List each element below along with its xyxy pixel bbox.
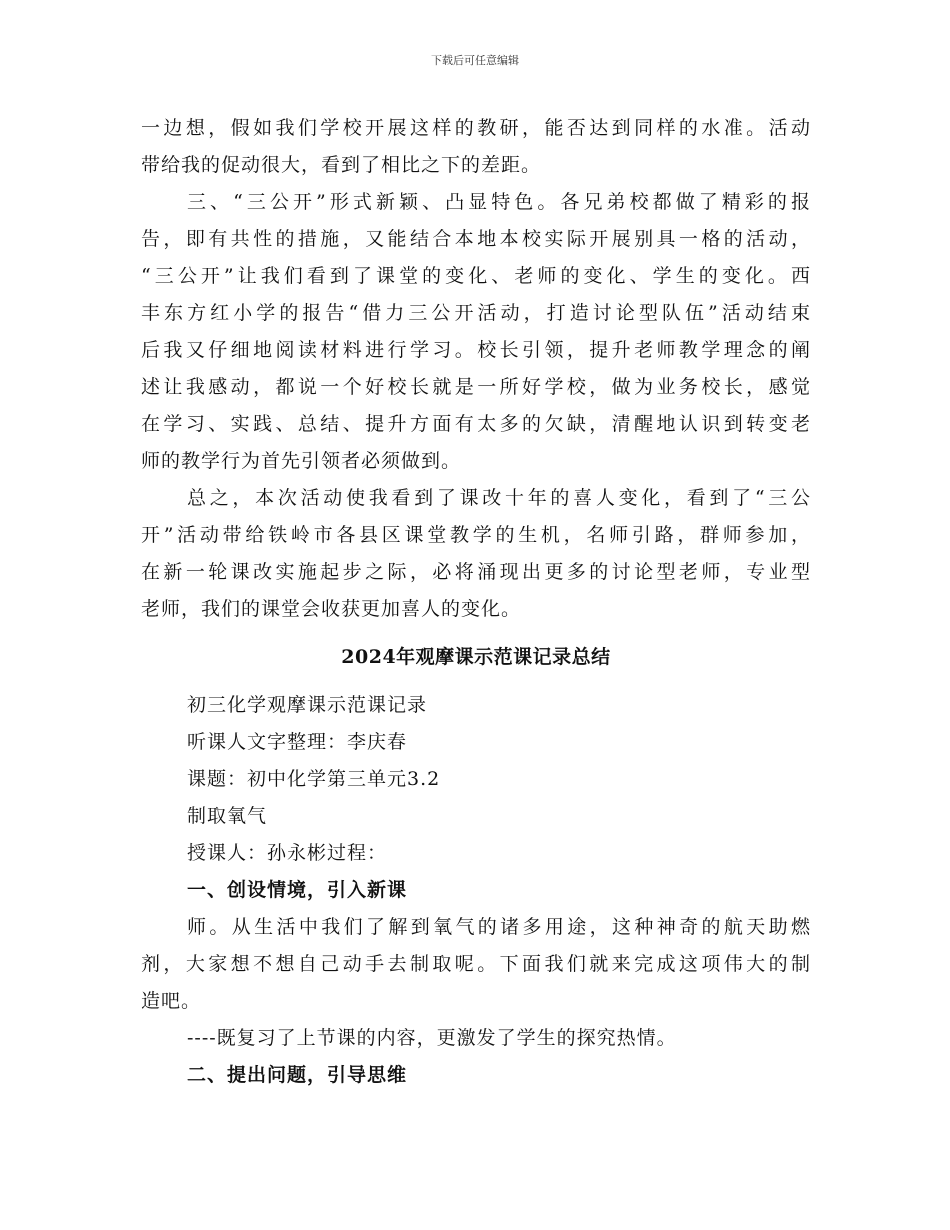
page-header: 下载后可任意编辑 xyxy=(431,54,519,67)
document-title: 2024年观摩课示范课记录总结 xyxy=(341,646,611,668)
text-line: 述让我感动，都说一个好校长就是一所好学校，做为业务校长，感觉 xyxy=(141,376,811,398)
section-heading: 一、创设情境，引入新课 xyxy=(187,879,408,901)
section-heading: 二、提出问题，引导思维 xyxy=(187,1064,408,1086)
text-line: 一边想，假如我们学校开展这样的教研，能否达到同样的水准。活动 xyxy=(141,117,811,139)
text-line: 在学习、实践、总结、提升方面有太多的欠缺，清醒地认识到转变老 xyxy=(141,413,811,435)
text-line: 老师，我们的课堂会收获更加喜人的变化。 xyxy=(141,598,522,620)
text-line: “三公开”让我们看到了课堂的变化、老师的变化、学生的变化。西 xyxy=(141,265,811,287)
record-item: 听课人文字整理：李庆春 xyxy=(187,731,408,753)
paragraph-2 xyxy=(141,184,811,480)
text-line: 剂，大家想不想自己动手去制取呢。下面我们就来完成这项伟大的制 xyxy=(141,953,811,975)
text-line: 开”活动带给铁岭市各县区课堂教学的生机，名师引路，群师参加， xyxy=(141,524,811,546)
text-line: 师。从生活中我们了解到氧气的诸多用途，这种神奇的航天助燃 xyxy=(187,916,811,938)
text-line: 带给我的促动很大，看到了相比之下的差距。 xyxy=(141,154,542,176)
record-item: 课题：初中化学第三单元3.2 xyxy=(187,768,441,790)
text-line: 总之，本次活动使我看到了课改十年的喜人变化，看到了“三公 xyxy=(187,487,811,509)
text-line: 告，即有共性的措施，又能结合本地本校实际开展别具一格的活动， xyxy=(141,228,811,250)
text-line: 在新一轮课改实施起步之际，必将涌现出更多的讨论型老师，专业型 xyxy=(141,561,811,583)
text-line: 师的教学行为首先引领者必须做到。 xyxy=(141,450,462,472)
document-body xyxy=(141,110,811,1094)
text-line: 造吧。 xyxy=(141,990,202,1012)
section-1-paragraph xyxy=(141,909,811,1020)
record-item: 制取氧气 xyxy=(187,805,268,827)
record-item: 初三化学观摩课示范课记录 xyxy=(187,694,428,716)
paragraph-1 xyxy=(141,110,811,184)
text-line: 丰东方红小学的报告“借力三公开活动，打造讨论型队伍”活动结束 xyxy=(141,302,811,324)
section-note: ----既复习了上节课的内容，更激发了学生的探究热情。 xyxy=(187,1027,677,1049)
text-line: 三、“三公开”形式新颖、凸显特色。各兄弟校都做了精彩的报 xyxy=(187,191,811,213)
paragraph-3 xyxy=(141,480,811,628)
text-line: 后我又仔细地阅读材料进行学习。校长引领，提升老师教学理念的阐 xyxy=(141,339,811,361)
record-item: 授课人：孙永彬过程： xyxy=(187,842,388,864)
